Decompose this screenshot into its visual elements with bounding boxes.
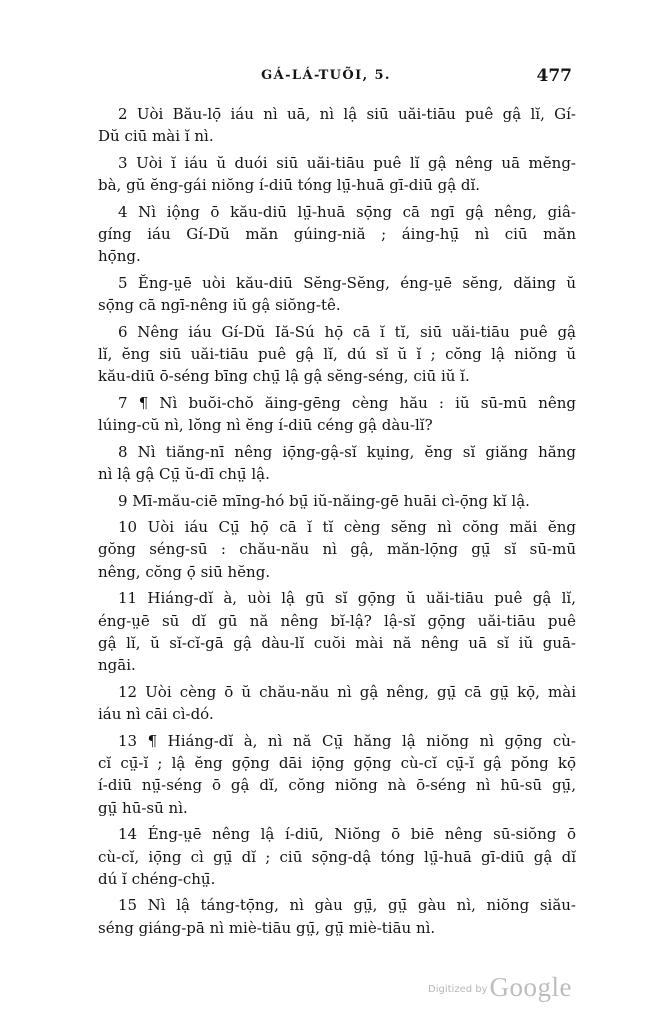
verse-line: gŏng séng-sū : chău-nău nì gậ, măn-lọ̄ng gṳ̄ sĭ sū-mū xyxy=(98,540,576,559)
page-header xyxy=(80,66,572,96)
verse-line: cù-cĭ, iọ̄ng cì gṳ̄ dĭ ; ciū sọ̄ng-dậ tóng lṳ̄-huā gī-diū gậ dĭ xyxy=(98,847,576,866)
verse xyxy=(98,103,576,148)
verse-line: 9 Mī-mău-ciē mīng-hó bṳ̄ iŭ-năing-gē huāi cì-ọ̄ng kĭ lậ. xyxy=(118,491,530,510)
verse xyxy=(98,321,576,388)
verse-line: 8 Nì tiăng-nī nêng iọ̄ng-gậ-sĭ kṳing, ĕng sĭ giăng hăng xyxy=(118,442,576,461)
verse-line: í-diū nṳ̄-séng ō gậ dĭ, cŏng niŏng nà ō-séng nì hū-sū gṳ̄, xyxy=(98,776,576,795)
verse xyxy=(98,730,576,820)
verse xyxy=(98,823,576,890)
verse-line: 4 Nì iộng ō kău-diū lṳ̄-huā sọ̄ng cā ngī gậ nêng, giâ- xyxy=(118,202,576,221)
verse xyxy=(98,441,576,486)
verse-line: nì lậ gậ Cṳ̄ ŭ-dī chṳ̄ lậ. xyxy=(98,465,270,484)
verse-line: gậ lĭ, ŭ sĭ-cĭ-gā gậ dàu-lĭ cuŏi mài nă nêng uā sĭ iŭ guā- xyxy=(98,633,576,652)
verse-line: 15 Nì lậ táng-tọ̄ng, nì gàu gṳ̄, gṳ̄ gàu nì, niŏng siău- xyxy=(118,896,576,915)
verse-line: dú ĭ chéng-chṳ̄. xyxy=(98,870,216,888)
verse-line: kău-diū ō-séng bīng chṳ̄ lậ gậ sĕng-séng, ciū iŭ ĭ. xyxy=(98,367,470,386)
page-number: 477 xyxy=(536,66,572,86)
verse-line: lúing-cŭ nì, lŏng nì ĕng í-diū céng gậ dàu-lĭ? xyxy=(98,416,433,435)
watermark-caption: Digitized by xyxy=(428,984,488,995)
verse-line: iáu nì cāi cì-dó. xyxy=(98,705,214,724)
verse xyxy=(98,516,576,583)
verse-line: ngāi. xyxy=(98,656,136,675)
verse-line: 5 Ĕng-ṳē uòi kău-diū Sĕng-Sĕng, éng-ṳē sĕng, dăing ŭ xyxy=(118,273,576,292)
watermark-logo: Google xyxy=(489,972,572,1002)
verse-line: 7 ¶ Nì buŏi-chŏ ăing-gēng cèng hău : iŭ sū-mū nêng xyxy=(118,393,576,412)
verse-line: 6 Nêng iáu Gí-Dŭ Iă-Sú họ̄ cā ĭ tĭ, siū uăi-tiāu puê gậ xyxy=(118,322,576,341)
verse-line: 2 Uòi Bău-lọ̄ iáu nì uā, nì lậ siū uăi-tiāu puê gậ lĭ, Gí- xyxy=(118,105,576,123)
verse-line: gíng iáu Gí-Dŭ măn gúing-niă ; áing-hṳ̄ nì ciū măn xyxy=(98,225,576,244)
verse-line: lĭ, ĕng siū uăi-tiāu puê gậ lĭ, dú sĭ ŭ ĭ ; cŏng lậ niŏng ŭ xyxy=(98,345,576,364)
verse-line: 10 Uòi iáu Cṳ̄ họ̄ cā ĭ tĭ cèng sĕng nì cŏng măi ĕng xyxy=(118,517,576,536)
verse-line: éng-ṳē sū dĭ gū nă nêng bĭ-lậ? lậ-sĭ gọ̄ng uăi-tiāu puê xyxy=(98,611,576,630)
verse xyxy=(98,152,576,197)
verse-line: séng giáng-pā nì miè-tiāu gṳ̄, gṳ̄ miè-tiāu nì. xyxy=(98,918,436,937)
verse-line: họ̄ng. xyxy=(98,247,141,266)
verse xyxy=(98,272,576,317)
verse-line: 12 Uòi cèng ō ŭ chău-nău nì gậ nêng, gṳ̄ cā gṳ̄ kọ̄, mài xyxy=(118,682,576,701)
verse-line: bà, gŭ ĕng-gái niŏng í-diū tóng lṳ̄-huā gī-diū gậ dĭ. xyxy=(98,176,481,195)
verse-line: nêng, cŏng ọ̄ siū hĕng. xyxy=(98,562,271,581)
verse xyxy=(98,201,576,268)
running-title: GÁ-LÁ-TUÕI, 5. xyxy=(261,68,391,83)
verse-line: 13 ¶ Hiáng-dĭ à, nì nă Cṳ̄ hăng lậ niŏng nì gọ̄ng cù- xyxy=(118,731,576,750)
verse-line: sọ̄ng cā ngī-nêng iŭ gậ siŏng-tê. xyxy=(98,296,341,315)
verse xyxy=(98,587,576,677)
verse xyxy=(98,392,576,437)
verse-line: 3 Uòi ĭ iáu ŭ duói siū uăi-tiāu puê lĭ gậ nêng uā mĕng- xyxy=(118,153,576,172)
verse xyxy=(98,894,576,939)
verse-line: cĭ cṳ̄-ĭ ; lậ ĕng gọ̄ng dāi iọ̄ng gọ̄ng cù-cĭ cṳ̄-ĭ gậ pŏng kọ̄ xyxy=(98,753,576,772)
verse-line: 11 Hiáng-dĭ à, uòi lậ gū sĭ gọ̄ng ŭ uăi-tiāu puê gậ lĭ, xyxy=(118,589,576,608)
verse-line: gṳ̄ hū-sū nì. xyxy=(98,798,188,817)
verse xyxy=(98,681,576,726)
digitized-watermark xyxy=(372,972,572,1006)
verse xyxy=(98,490,576,512)
verse-line: Dŭ ciū mài ĭ nì. xyxy=(98,127,214,146)
verse-line: 14 Éng-ṳē nêng lậ í-diū, Niŏng ō biē nêng sū-siŏng ō xyxy=(118,825,576,844)
verse-body xyxy=(98,103,576,943)
